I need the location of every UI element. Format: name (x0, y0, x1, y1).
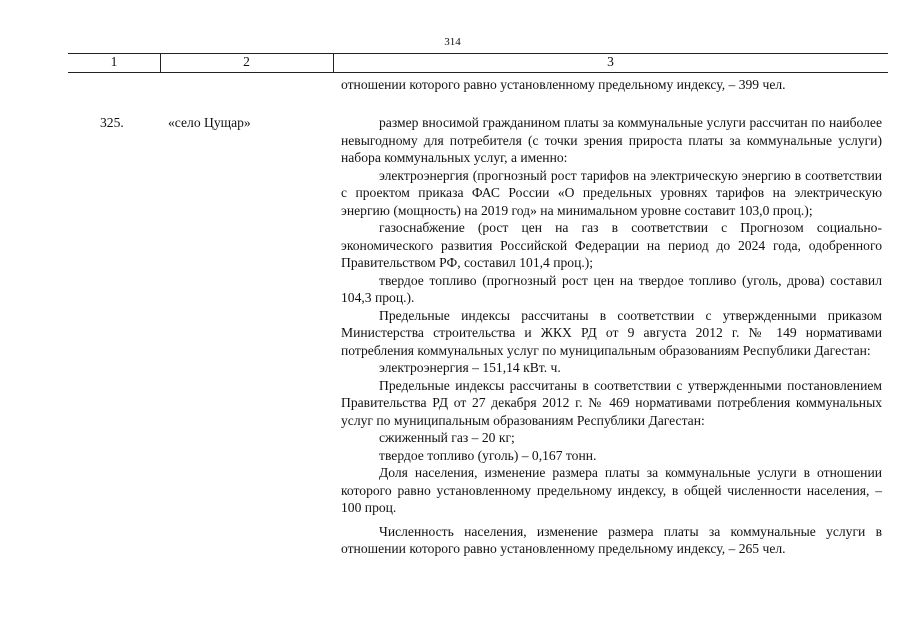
paragraph: Предельные индексы рассчитаны в соответствии с утвержденными приказом Министерства строительства и ЖКХ РД от 9 августа 2012 г. № 149 нормативами потребления коммунальных услуг по муниципальным образованиям Республики Дагестан: (341, 307, 882, 358)
paragraph: электроэнергия – 151,14 кВт. ч. (379, 360, 561, 375)
column-header-1: 1 (110, 54, 118, 69)
continuation-text: отношении которого равно установленному предельному индексу, – 399 чел. (341, 77, 786, 92)
entry-name: «село Цущар» (168, 115, 251, 130)
paragraph: твердое топливо (прогнозный рост цен на твердое топливо (уголь, дрова) составил 104,3 проц.). (341, 272, 882, 305)
paragraph: размер вносимой гражданином платы за коммунальные услуги рассчитан по наиболее невыгодному для потребителя (с точки зрения прироста платы за коммунальные услуги) набора коммунальных услуг, а именно: (341, 115, 882, 165)
entry-body (341, 114, 882, 558)
column-header-3: 3 (607, 54, 614, 69)
paragraph: сжиженный газ – 20 кг; (379, 430, 515, 445)
page-number: 314 (444, 36, 461, 48)
table-header-bottom-rule (68, 72, 888, 73)
paragraph: Численность населения, изменение размера платы за коммунальные услуги в отношении которого равно установленному предельному индексу, – 265 чел. (341, 523, 882, 556)
paragraph: электроэнергия (прогнозный рост тарифов на электрическую энергию в соответствии с проектом приказа ФАС России «О предельных уровнях тарифов на электрическую энергию (мощность) на 2019 год» на минимальном уровне составит 103,0 проц.); (341, 167, 882, 218)
paragraph: твердое топливо (уголь) – 0,167 тонн. (379, 447, 597, 463)
entry-number: 325. (100, 115, 124, 130)
paragraph: Доля населения, изменение размера платы за коммунальные услуги в отношении которого равно установленному предельному индексу, в общей численности населения, – 100 проц. (341, 465, 882, 515)
column-header-2: 2 (243, 54, 250, 69)
paragraph: Предельные индексы рассчитаны в соответствии с утвержденными постановлением Правительства РД от 27 декабря 2012 г. № 469 нормативами потребления коммунальных услуг по муниципальным образованиям Республики Дагестан: (341, 377, 882, 428)
paragraph: газоснабжение (рост цен на газ в соответствии с Прогнозом социально-экономического развития Российской Федерации на период до 2024 года, одобренного Правительством РФ, составил 101,4 проц.); (341, 220, 882, 270)
